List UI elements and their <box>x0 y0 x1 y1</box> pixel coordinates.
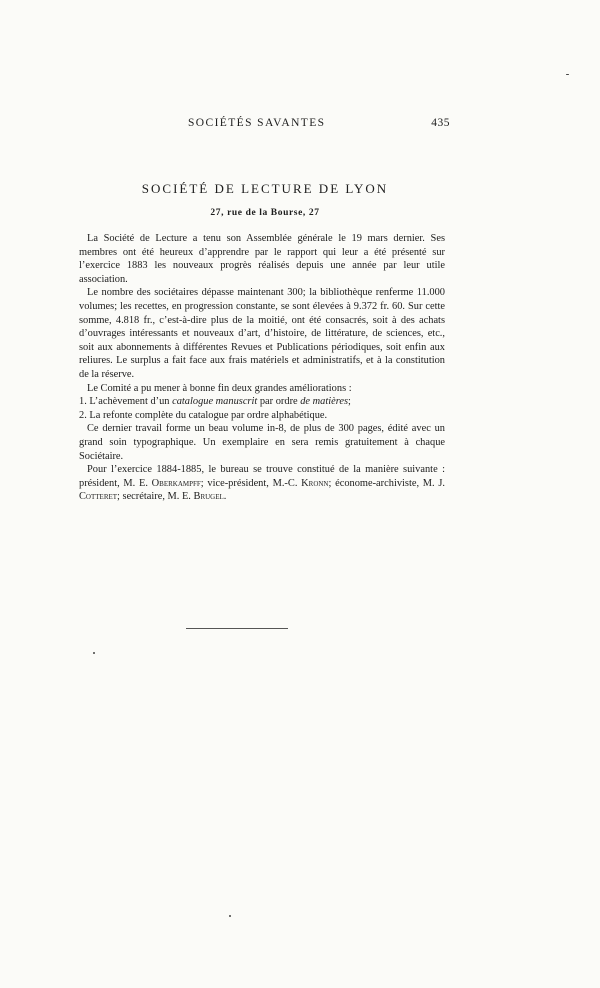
bureau-text: ; économe-archiviste, M. J. <box>328 477 445 489</box>
paragraph-statistics: Le nombre des sociétaires dépasse maintenant 300; la bibliothèque renferme 11.000 volumes; les recettes, en progression constante, se sont élevées à 9.372 fr. 60. Sur cette somme, 4.818 fr., c’est-à-dire plus de la moitié, ont été consacrés, soit à des achats d’ouvrages intéressants et nouveaux d’art, d’histoire, de littérature, de sciences, etc., soit aux abonnements à différentes Revues et Publications périodiques, soit enfin aux reliures. Le surplus a fait face aux frais matériels et administratifs, et à la constitution de la réserve. <box>79 287 445 380</box>
page-number: 435 <box>431 117 450 129</box>
society-address: 27, rue de la Bourse, 27 <box>210 208 320 218</box>
paper-speck <box>566 74 569 75</box>
paper-speck <box>93 652 95 654</box>
article-body <box>79 232 445 504</box>
list-item-italic: de matières <box>300 396 349 408</box>
section-title: SOCIÉTÉ DE LECTURE DE LYON <box>141 181 389 196</box>
member-name: Brugel <box>193 491 224 503</box>
list-item-italic: catalogue manuscrit <box>172 396 258 408</box>
section-divider <box>186 628 288 629</box>
paragraph-assembly: La Société de Lecture a tenu son Assemblée générale le 19 mars dernier. Ses membres ont été heureux d’apprendre par le rapport qui leur a été présenté sur l’exercice 1883 les nouveaux progrès réalisés depuis une année par leur utile association. <box>79 233 445 285</box>
paper-speck <box>229 915 231 917</box>
list-item-text: ; <box>348 396 351 408</box>
list-item-text: 1. L’achèvement d’un <box>79 396 173 408</box>
bureau-text: ; secrétaire, M. E. <box>117 491 194 503</box>
bureau-text: ; vice-président, M.-C. <box>200 477 302 489</box>
list-item-text: par ordre <box>257 396 301 408</box>
bureau-text: Pour l’exercice 1884-1885, le bureau se trouve constitué de la manière suivante : président, M. E. <box>79 464 445 489</box>
running-title: SOCIÉTÉS SAVANTES <box>188 117 326 129</box>
paragraph-improvements: Le Comité a pu mener à bonne fin deux grandes améliorations : <box>87 382 352 394</box>
paragraph-volume: Ce dernier travail forme un beau volume in-8, de plus de 300 pages, édité avec un grand soin typographique. Un exemplaire en sera remis gratuitement à chaque Sociétaire. <box>79 423 445 462</box>
paragraph-bureau <box>79 463 445 504</box>
member-name: Cotteret <box>79 491 118 503</box>
list-item-catalogue <box>79 395 445 409</box>
list-item-refonte: 2. La refonte complète du catalogue par ordre alphabétique. <box>79 409 328 421</box>
member-name: Kronn <box>301 477 329 489</box>
member-name: Oberkampff <box>151 477 201 489</box>
bureau-text: . <box>223 491 227 503</box>
